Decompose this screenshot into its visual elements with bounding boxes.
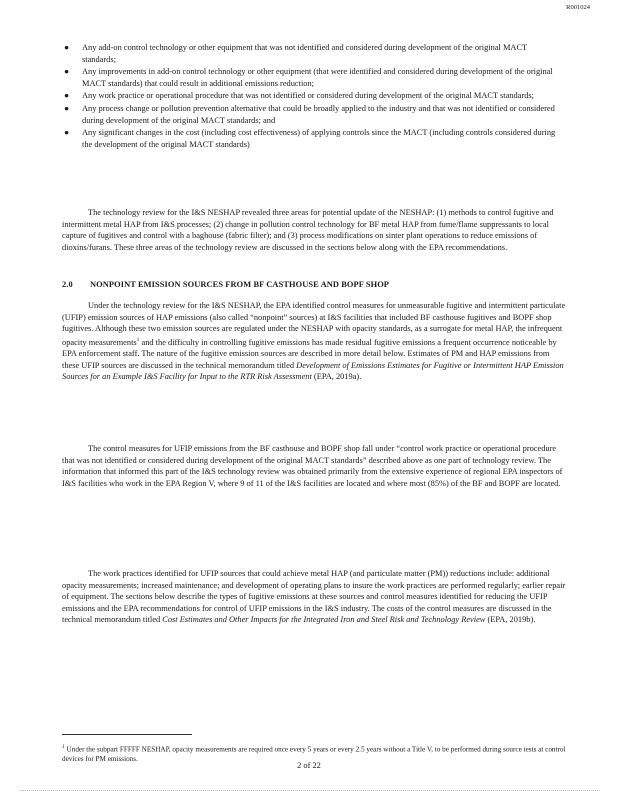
review-criteria-list [62,42,558,151]
paragraph-text: (EPA, 2019b). [485,615,536,625]
paragraph-text: (EPA, 2019a). [311,372,362,382]
footnote-divider [62,734,192,735]
scan-artifact-line [20,790,600,791]
list-item [62,66,558,89]
list-item [62,90,558,102]
control-measures-paragraph: The control measures for UFIP emissions from the BF casthouse and BOPF shop fall under “control work practice or operational procedure that was not identified or considered during development of the original MACT standards” described above as one part of technology review. The information that informed this part of the I&S technology review was obtained primarily from the extensive experience of regional EPA inspectors of I&S facilities who work in the EPA Region V, where 9 of 11 of the I&S facilities are located and where most (85%) of the BF and BOPF are located. [62,444,563,488]
paragraph-text: and the difficulty in controlling fugitive emissions has made residual fugitive emissions a frequent occurrence noticeable by EPA enforcement staff. The nature of the fugitive emission sources are described in more detail below. Estimates of PM and HAP emissions from these UFIP sources are discussed in the technical memorandum titled [62,337,557,370]
list-item [62,103,558,126]
list-item-text: Any add-on control technology or other equipment that was not identified and considered during development of the original MACT standards; [82,43,528,64]
memo-title: Development of Emissions Estimates for Fugitive or Intermittent HAP Emission Sources for an Example I&S Facility for Input to the RTR Risk Assessment [62,360,564,382]
work-practices-paragraph [62,568,566,626]
bullet-icon: ● [64,103,70,113]
list-item-text: Any significant changes in the cost (including cost effectiveness) of applying controls since the MACT (including controls considered during the development of the original MACT standards) [82,128,556,149]
bullet-icon: ● [64,91,70,101]
list-item [62,127,558,150]
section-number: 2.0 [62,280,73,289]
bullet-icon: ● [64,67,70,77]
list-item-text: Any process change or pollution prevention alternative that could be broadly applied to the industry and that was not identified or considered during development of the original MACT standards; and [82,103,555,125]
bullet-icon: ● [64,128,70,138]
technology-review-paragraph: The technology review for the I&S NESHAP revealed three areas for potential update of the NESHAP: (1) methods to control fugitive and intermittent metal HAP from I&S processes; (2) change in pollution control technology for BF metal HAP from fume/flame suppressants to local capture of fugitives and control with a baghouse (fabric filter); and (3) process modifications on sinter plant operations to reduce emissions of dioxins/furans. These three areas of the technology review are discussed in the sections below along with the EPA recommendations. [62,208,554,252]
paragraph-text: Under the technology review for the I&S NESHAP, the EPA identified control measures for unmeasurable fugitive and intermittent particulate (UFIP) emission sources of HAP emissions (also called “nonpoint” sources) at I&S facilities that included BF casthouse fugitives and BOPF shop fugitives. Although these two emission sources are regulated under the NESHAP with opacity standards, as a surrogate for metal HAP, the infrequent opacity measurements [62,301,566,347]
list-item [62,42,558,65]
section-title: NONPOINT EMISSION SOURCES FROM BF CASTHOUSE AND BOPF SHOP [90,280,390,289]
footnote-marker: 1 [62,744,65,750]
footnote-ref: 1 [136,336,140,343]
document-id: R001024 [566,4,590,11]
footnote-text: Under the subpart FFFFF NESHAP, opacity measurements are required once every 5 years or every 2.5 years without a Title V, to be performed during source tests at control devices for PM emissions. [62,745,566,764]
section-heading [62,280,389,289]
list-item-text: Any work practice or operational procedure that was not identified or considered during development of the original MACT standards; [82,91,534,101]
ufip-paragraph [62,300,566,383]
bullet-icon: ● [64,43,70,52]
memo-title: Cost Estimates and Other Impacts for the Integrated Iron and Steel Risk and Technology Review [162,615,486,625]
list-item-text: Any improvements in add-on control technology or other equipment (that were identified and considered during development of the original MACT standards) that could result in additional emissions reduction; [82,67,553,88]
page-number: 2 of 22 [297,761,321,770]
paragraph-text: The work practices identified for UFIP sources that could achieve metal HAP (and particulate matter (PM)) reductions include: additional opacity measurements; increased maintenance; and development of operating plans to insure the work practices are performed regularly; earlier repair of equipment. The sections below describe the types of fugitive emissions at these sources and control measures identified for reducing the UFIP emissions and the EPA recommendations for control of UFIP emissions in the I&S industry. The costs of the control measures are discussed in the technical memorandum titled [62,569,566,625]
